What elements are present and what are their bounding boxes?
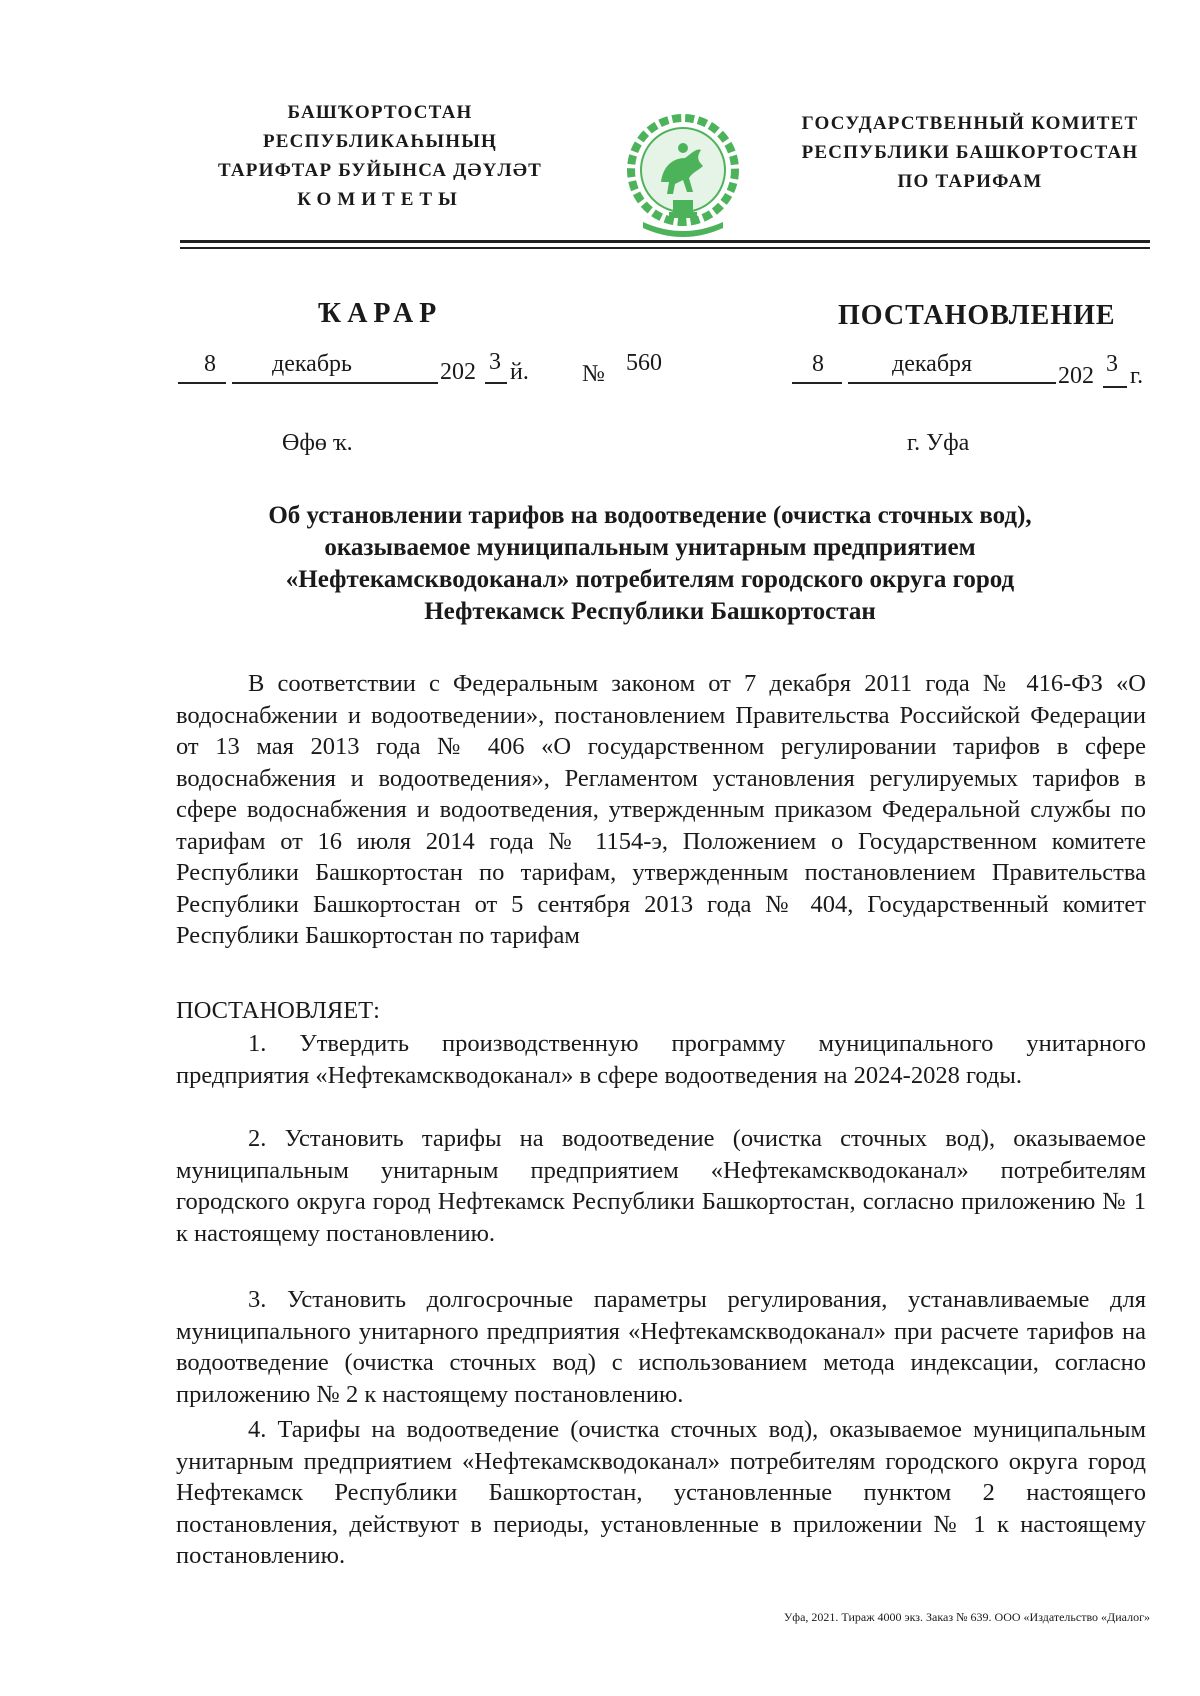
date-right-year-digit: 3	[1106, 351, 1118, 377]
heading-line-4: Нефтекамск Республики Башкортостан	[424, 598, 876, 625]
city-left: Өфө ҡ.	[282, 430, 353, 456]
date-right-month-underline	[848, 382, 1056, 384]
title-postanovlenie: ПОСТАНОВЛЕНИЕ	[838, 300, 1116, 331]
date-right-day-underline	[792, 382, 842, 384]
preamble-text: В соответствии с Федеральным законом от 7 декабря 2011 года № 416-ФЗ «О водоснабжении и водоотведении», постановлением Правительства Российской Федерации от 13 мая 2013 года № 406 «О государственном регулировании тарифов в сфере водоснабжения и водоотведения», Регламентом установления регулируемых тарифов в сфере водоснабжения и водоотведения, утвержденным приказом Федеральной службы по тарифам от 16 июля 2014 года № 1154-э, Положением о Государственном комитете Республики Башкортостан по тарифам, утвержденным постановлением Правительства Республики Башкортостан от 5 сентября 2013 года № 404, Государственный комитет Республики Башкортостан по тарифам	[176, 670, 1146, 949]
date-left-year-prefix: 202	[440, 359, 476, 385]
date-right-suffix: г.	[1130, 363, 1144, 389]
date-left-month-underline	[232, 382, 438, 384]
number-sign: №	[582, 361, 605, 387]
header-left-line-2: ТАРИФТАР БУЙЫНСА ДӘҮЛӘТ	[217, 160, 543, 181]
resolves-line: ПОСТАНОВЛЯЕТ:	[176, 997, 380, 1024]
item-2-text: 2. Установить тарифы на водоотведение (очистка сточных вод), оказываемое муниципальным унитарным предприятием «Нефтекамскводоканал» потребителям городского округа город Нефтекамск Республики Башкортостан, согласно приложению № 1 к настоящему постановлению.	[176, 1125, 1146, 1247]
header-left-line-3: КОМИТЕТЫ	[297, 189, 463, 210]
date-left-month: декабрь	[272, 351, 352, 377]
bashkortostan-coat-of-arms-icon	[623, 108, 743, 240]
item-3-text: 3. Установить долгосрочные параметры регулирования, устанавливаемые для муниципального унитарного предприятия «Нефтекамскводоканал» при расчете тарифов на водоотведение (очистка сточных вод) с использованием метода индексации, согласно приложению № 2 к настоящему постановлению.	[176, 1286, 1146, 1408]
date-left-day-underline	[178, 382, 226, 384]
heading-line-1: Об установлении тарифов на водоотведение (очистка сточных вод),	[268, 502, 1032, 529]
header-left-line-1: БАШҠОРТОСТАН РЕСПУБЛИКАҺЫНЫҢ	[262, 102, 498, 152]
date-right-year-prefix: 202	[1058, 363, 1094, 389]
header-right-line-3: ПО ТАРИФАМ	[897, 171, 1043, 192]
title-karar: ҠАРАР	[318, 298, 443, 329]
item-1-paragraph	[176, 1028, 1146, 1091]
header-right-line-2: РЕСПУБЛИКИ БАШКОРТОСТАН	[801, 142, 1139, 163]
header-divider-thin	[180, 247, 1150, 249]
heading-line-3: «Нефтекамскводоканал» потребителям городского округа город	[285, 566, 1015, 593]
preamble-paragraph	[176, 668, 1146, 952]
item-2-paragraph	[176, 1123, 1146, 1249]
date-left-year-digit: 3	[489, 349, 501, 375]
header-divider-thick	[180, 240, 1150, 243]
date-right-day: 8	[812, 351, 824, 377]
date-right-year-underline	[1103, 386, 1127, 388]
item-4-paragraph	[176, 1414, 1146, 1572]
date-left-year-underline	[485, 382, 507, 384]
header-left-org	[180, 98, 580, 214]
item-4-text: 4. Тарифы на водоотведение (очистка сточных вод), оказываемое муниципальным унитарным предприятием «Нефтекамскводоканал» потребителям городского округа город Нефтекамск Республики Башкортостан, установленные пунктом 2 настоящего постановления, действуют в периоды, установленные в приложении № 1 к настоящему постановлению.	[176, 1416, 1146, 1569]
heading-line-2: оказываемое муниципальным унитарным предприятием	[324, 534, 976, 561]
item-1-text: 1. Утвердить производственную программу муниципального унитарного предприятия «Нефтекамскводоканал» в сфере водоотведения на 2024-2028 годы.	[176, 1030, 1146, 1089]
date-left-suffix: й.	[510, 359, 529, 385]
number-value: 560	[626, 350, 662, 376]
date-left-day: 8	[204, 351, 216, 377]
city-right: г. Уфа	[907, 430, 970, 456]
item-3-paragraph	[176, 1284, 1146, 1410]
print-footer: Уфа, 2021. Тираж 4000 экз. Заказ № 639. ООО «Издательство «Диалог»	[783, 1610, 1150, 1624]
header-right-line-1: ГОСУДАРСТВЕННЫЙ КОМИТЕТ	[801, 113, 1139, 134]
document-heading	[200, 500, 1100, 628]
date-right-month: декабря	[892, 351, 973, 377]
header-right-org	[790, 109, 1150, 196]
